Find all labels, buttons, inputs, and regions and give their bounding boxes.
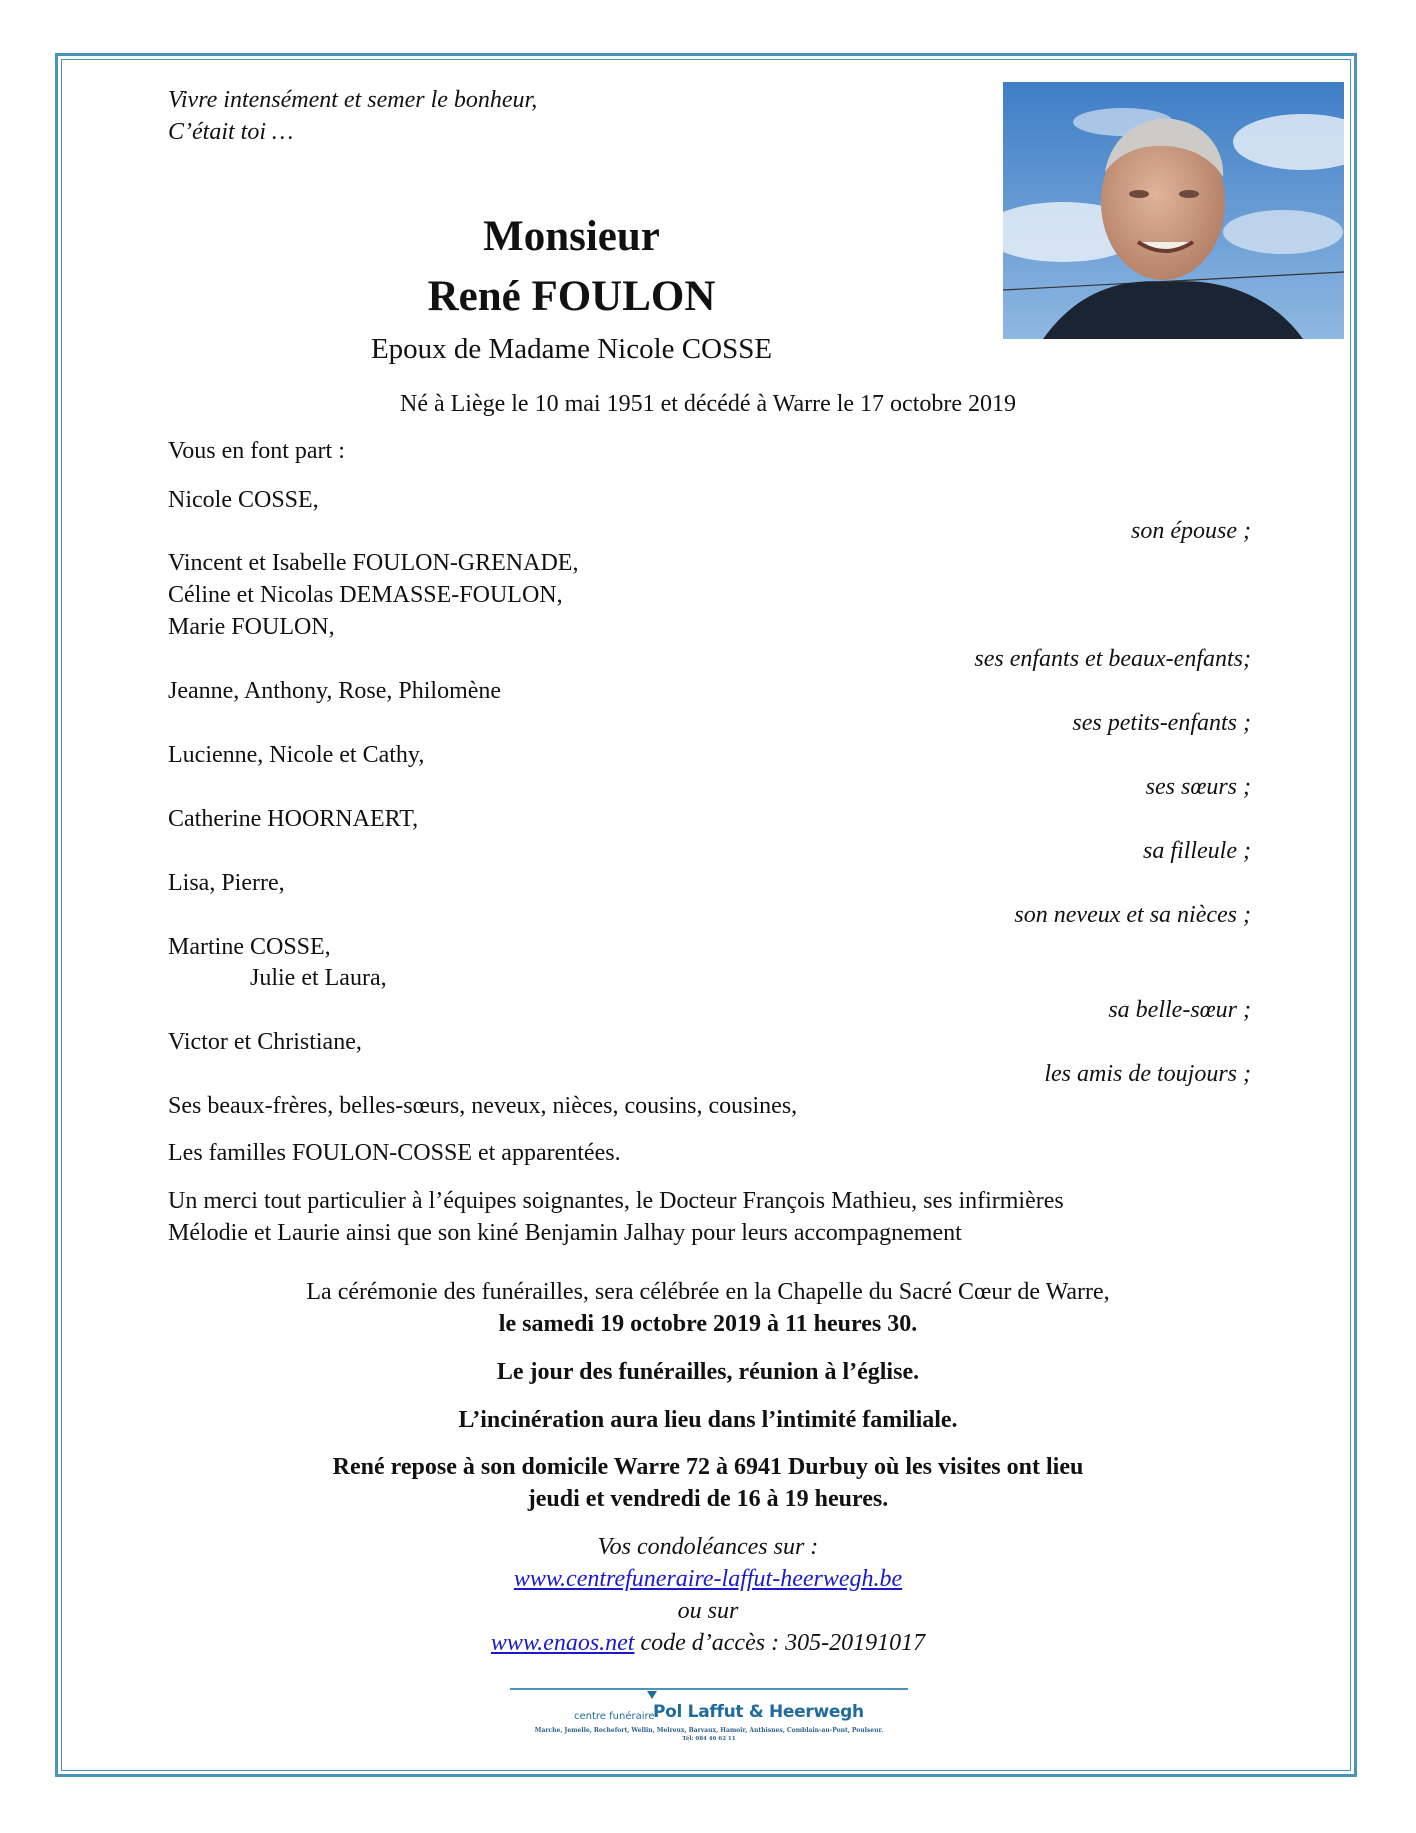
family-name: Martine COSSE, [168, 934, 331, 960]
family-name: Julie et Laura, [250, 965, 387, 991]
family-name: Victor et Christiane, [168, 1029, 362, 1055]
logo-rule [510, 1688, 908, 1690]
family-name: Catherine HOORNAERT, [168, 806, 419, 832]
family-name: Lisa, Pierre, [168, 870, 285, 896]
logo-arrow-icon [647, 1691, 657, 1699]
family-role: sa belle-sœur ; [1108, 997, 1251, 1023]
visitation-line-2: jeudi et vendredi de 16 à 19 heures. [527, 1486, 889, 1512]
condolences-link-2[interactable]: www.enaos.net [490, 1630, 635, 1656]
condolences-link-row-2 [0, 1628, 1416, 1659]
family-name: Lucienne, Nicole et Cathy, [168, 742, 425, 768]
deceased-name: René FOULON [427, 273, 716, 320]
family-role: ses petits-enfants ; [1072, 710, 1251, 736]
thanks-line-1: Un merci tout particulier à l’équipes soignantes, le Docteur François Mathieu, ses infirmières [168, 1188, 1064, 1214]
quote-line-1: Vivre intensément et semer le bonheur, [168, 87, 538, 113]
family-role: son neveux et sa nièces ; [1014, 902, 1251, 928]
logo-title: Pol Laffut & Heerwegh [653, 1702, 864, 1722]
logo-phone: Tél: 084 46 62 11 [682, 1736, 736, 1742]
thanks-line-2: Mélodie et Laurie ainsi que son kiné Benjamin Jalhay pour leurs accompagnement [168, 1220, 962, 1246]
family-role: les amis de toujours ; [1044, 1061, 1251, 1087]
visitation-line-1: René repose à son domicile Warre 72 à 6941 Durbuy où les visites ont lieu [332, 1454, 1084, 1480]
family-role: sa filleule ; [1143, 838, 1251, 864]
announcement-intro: Vous en font part : [168, 438, 345, 464]
condolences-link-1[interactable]: www.centrefuneraire-laffut-heerwegh.be [513, 1566, 903, 1592]
family-role: ses sœurs ; [1145, 774, 1251, 800]
family-name: Vincent et Isabelle FOULON-GRENADE, [168, 550, 579, 576]
family-name: Jeanne, Anthony, Rose, Philomène [168, 678, 502, 704]
logo-towns: Marche, Jemelle, Rochefort, Wellin, Melreux, Barvaux, Hamoir, Anthisnes, Comblain-au-Pont, Poulseur. [534, 1727, 884, 1734]
funeral-home-logo [510, 1688, 908, 1760]
deceased-title: Monsieur [483, 213, 660, 260]
family-name: Nicole COSSE, [168, 487, 319, 513]
condolences-label: Vos condoléances sur : [597, 1534, 819, 1560]
family-role: son épouse ; [1131, 518, 1251, 544]
families-line: Les familles FOULON-COSSE et apparentées. [168, 1140, 621, 1166]
spouse-line: Epoux de Madame Nicole COSSE [370, 333, 773, 365]
cremation-info: L’incinération aura lieu dans l’intimité familiale. [458, 1407, 958, 1433]
logo-subtitle: centre funéraire [574, 1711, 655, 1722]
ceremony-line-1: La cérémonie des funérailles, sera célébrée en la Chapelle du Sacré Cœur de Warre, [306, 1279, 1110, 1305]
quote-line-2: C’était toi … [168, 119, 294, 145]
meeting-info: Le jour des funérailles, réunion à l’église. [496, 1359, 920, 1385]
condolences-or: ou sur [677, 1598, 739, 1624]
family-name: Marie FOULON, [168, 614, 335, 640]
birth-death-dates: Né à Liège le 10 mai 1951 et décédé à Warre le 17 octobre 2019 [399, 391, 1017, 417]
family-name: Céline et Nicolas DEMASSE-FOULON, [168, 582, 563, 608]
family-role: ses enfants et beaux-enfants; [974, 646, 1251, 672]
condolences-link-row [0, 1564, 1416, 1595]
access-code: code d’accès : 305-20191017 [634, 1630, 926, 1656]
ceremony-date: le samedi 19 octobre 2019 à 11 heures 30. [498, 1311, 918, 1337]
extended-family: Ses beaux-frères, belles-sœurs, neveux, nièces, cousins, cousines, [168, 1093, 798, 1119]
